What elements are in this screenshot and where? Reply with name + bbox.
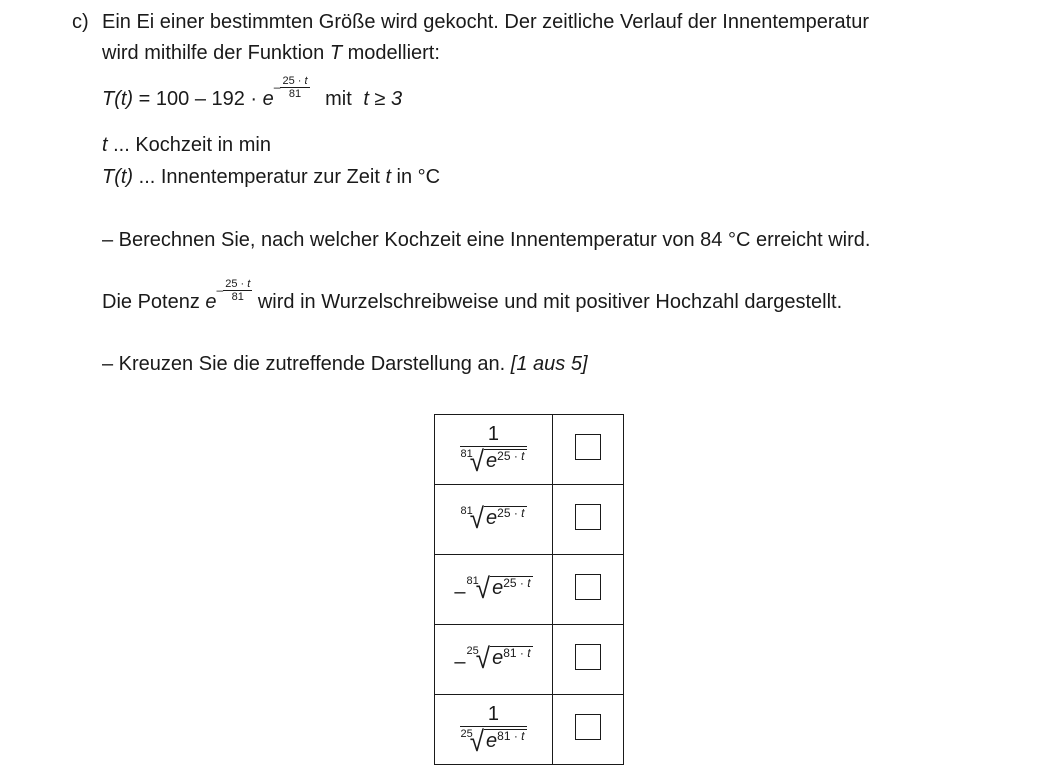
task-label: c) bbox=[72, 11, 89, 33]
choice-checkbox-5[interactable] bbox=[575, 714, 601, 740]
intro-line-2 bbox=[102, 41, 440, 65]
power-exponent bbox=[217, 278, 253, 303]
formula-cond-word: mit bbox=[325, 88, 352, 110]
def-var2-t: t bbox=[385, 166, 391, 188]
choice-expression-3: – 81 √ $e^{25 \cdot t}$ bbox=[435, 555, 553, 625]
choice-1-exp: 25 · t bbox=[497, 448, 525, 463]
power-base: e bbox=[205, 291, 217, 313]
choice-5-exp: 81 · t bbox=[497, 728, 525, 743]
formula-exponent bbox=[274, 75, 310, 100]
choice-row-1 bbox=[435, 415, 624, 485]
radical-icon: √ bbox=[475, 571, 491, 605]
intro-line-2-post: modelliert: bbox=[342, 42, 440, 64]
formula-exp-den: 81 bbox=[288, 88, 302, 100]
power-pre: Die Potenz bbox=[102, 291, 206, 313]
choice-5-index: 25 bbox=[460, 727, 473, 740]
power-exp-den: 81 bbox=[231, 291, 244, 303]
radical-icon: √ bbox=[469, 724, 485, 757]
choice-4-exp: 81 · t bbox=[503, 646, 531, 660]
choice-expression-2: 81 √ $e^{25 \cdot t}$ bbox=[435, 485, 553, 555]
task-1: – Berechnen Sie, nach welcher Kochzeit eine Innentemperatur von 84 °C erreicht wird. bbox=[102, 229, 871, 251]
formula-base: e bbox=[262, 88, 274, 110]
choice-row-4 bbox=[435, 625, 624, 695]
formula-lhs: T(t) bbox=[102, 88, 134, 110]
intro-line-2-pre: wird mithilfe der Funktion bbox=[102, 42, 330, 64]
choice-expression-1: 1 81 √ $e^{25 \cdot t}$ bbox=[435, 415, 553, 485]
choice-row-3 bbox=[435, 555, 624, 625]
formula-exp-num: 25 · t bbox=[282, 75, 308, 87]
definition-T bbox=[102, 165, 440, 189]
choice-1-index: 81 bbox=[460, 447, 473, 460]
radical-icon: √ bbox=[469, 444, 485, 477]
radical-icon: √ bbox=[475, 641, 491, 675]
def-tail-T: in °C bbox=[391, 166, 441, 188]
power-exp-sign: – bbox=[216, 283, 224, 297]
formula-mid: = 100 – 192 · bbox=[133, 88, 263, 110]
choice-4-neg: – bbox=[454, 651, 466, 673]
radical-icon: √ bbox=[469, 501, 485, 535]
intro-line-1: Ein Ei einer bestimmten Größe wird gekocht. Der zeitliche Verlauf der Innentemperatur bbox=[102, 11, 870, 33]
def-text-t: ... Kochzeit in min bbox=[107, 134, 271, 156]
choice-1-numerator: 1 bbox=[460, 424, 526, 447]
choice-5-numerator: 1 bbox=[460, 704, 526, 727]
choice-3-exp: 25 · t bbox=[503, 576, 531, 590]
intro-var-T: T bbox=[329, 42, 343, 64]
task-2-hint: [1 aus 5] bbox=[510, 353, 588, 375]
choice-row-2 bbox=[435, 485, 624, 555]
power-post: wird in Wurzelschreibweise und mit positiver Hochzahl dargestellt. bbox=[252, 291, 843, 313]
choice-expression-4: – 25 √ $e^{81 \cdot t}$ bbox=[435, 625, 553, 695]
task-2 bbox=[102, 352, 588, 376]
choice-2-exp: 25 · t bbox=[497, 506, 525, 520]
choice-table bbox=[434, 414, 624, 765]
choice-checkbox-2[interactable] bbox=[575, 504, 601, 530]
choice-row-5 bbox=[435, 695, 624, 765]
choice-checkbox-4[interactable] bbox=[575, 644, 601, 670]
choice-3-neg: – bbox=[454, 581, 466, 603]
choice-2-index: 81 bbox=[460, 505, 473, 517]
choice-4-index: 25 bbox=[466, 645, 479, 657]
definition-t bbox=[102, 133, 271, 157]
formula-condition: t ≥ 3 bbox=[363, 88, 403, 110]
choice-checkbox-1[interactable] bbox=[575, 434, 601, 460]
def-text-T: ... Innentemperatur zur Zeit bbox=[133, 166, 386, 188]
power-exp-num: 25 · t bbox=[225, 278, 251, 290]
choice-checkbox-3[interactable] bbox=[575, 574, 601, 600]
formula-exp-sign: – bbox=[273, 80, 281, 94]
choice-3-index: 81 bbox=[466, 575, 479, 587]
choice-expression-5: 1 25 √ $e^{81 \cdot t}$ bbox=[435, 695, 553, 765]
def-var-t: t bbox=[102, 134, 108, 156]
def-var-T: T(t) bbox=[102, 166, 134, 188]
task-2-text: – Kreuzen Sie die zutreffende Darstellung an. bbox=[102, 353, 511, 375]
